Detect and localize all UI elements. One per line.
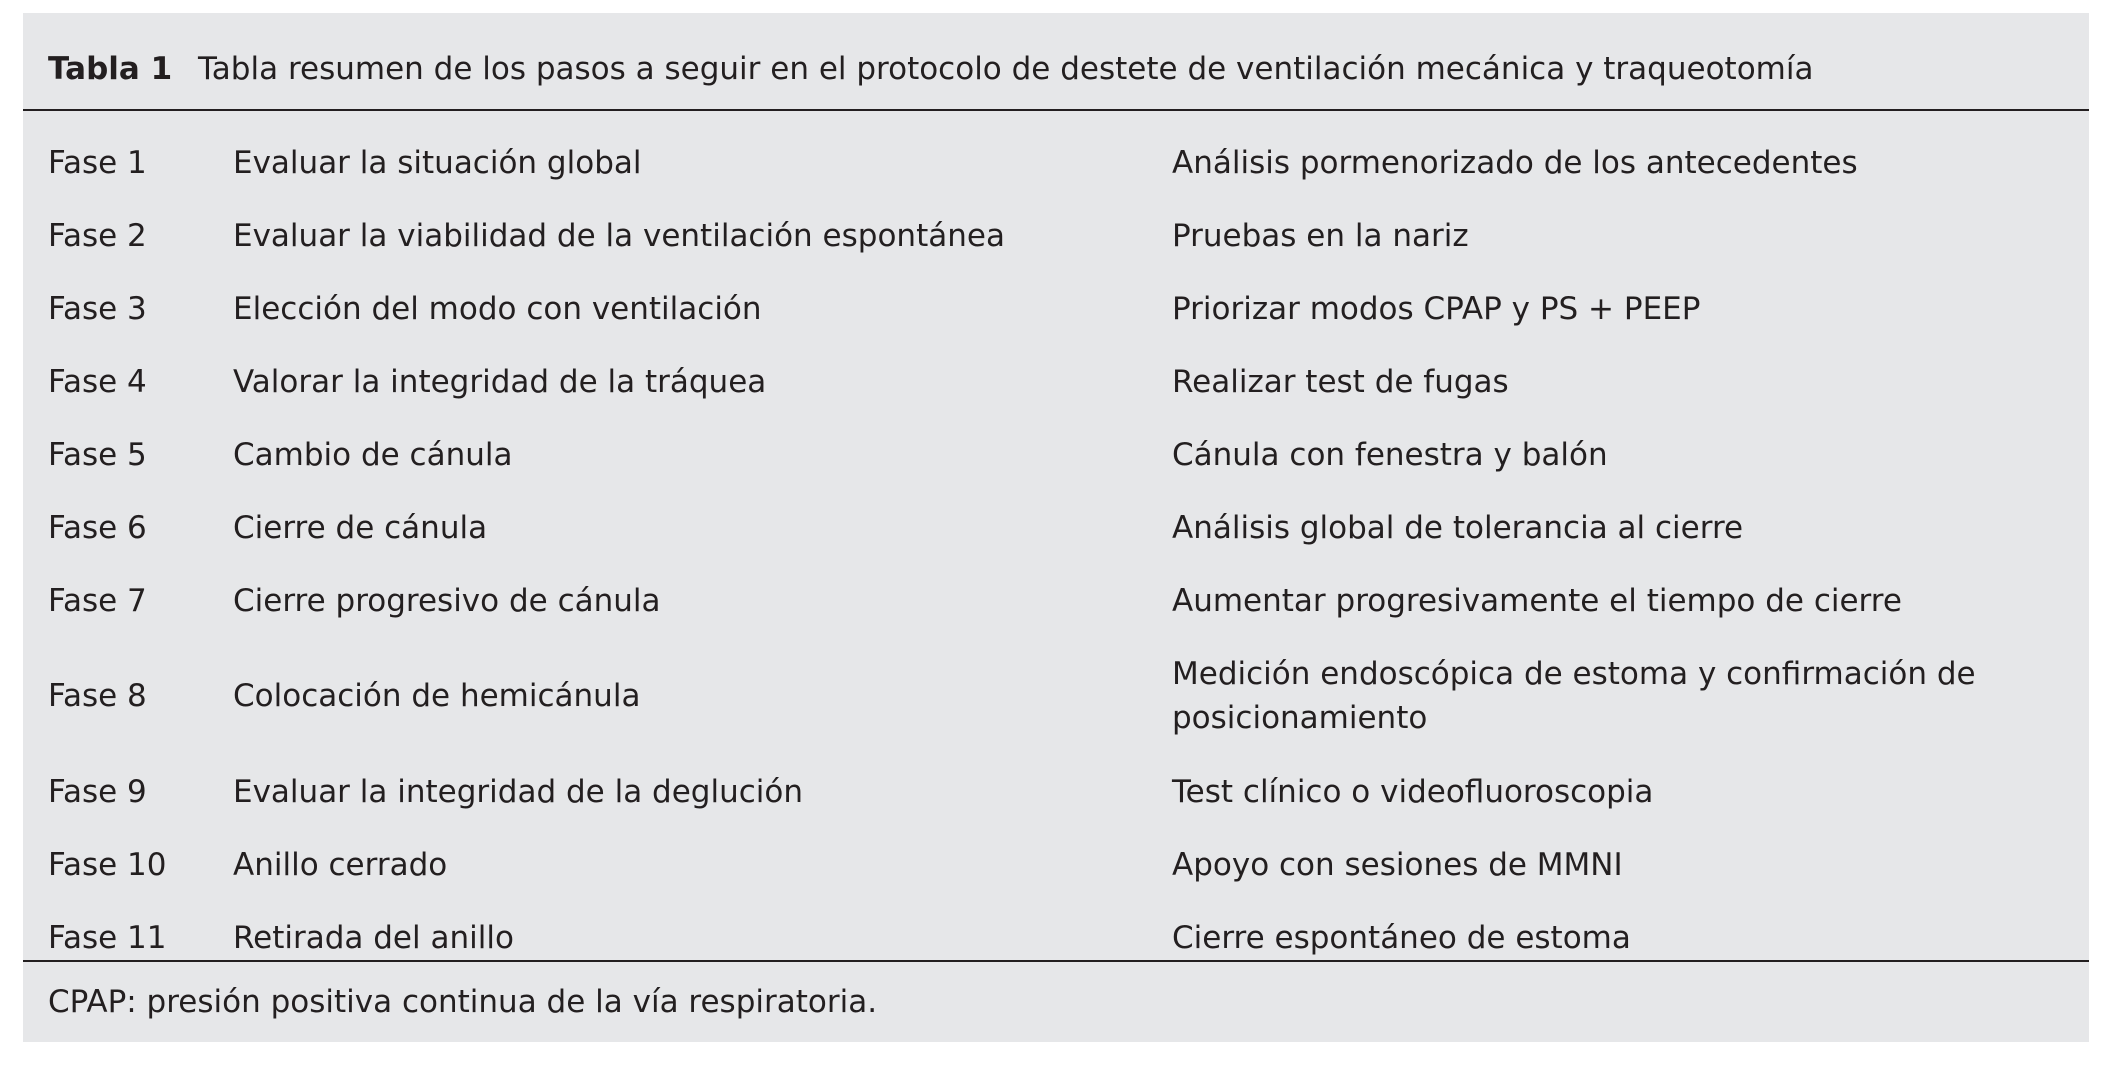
detail-cell: Análisis global de tolerancia al cierre [1172,509,1744,546]
table-row [23,828,2089,901]
detail-cell: Pruebas en la nariz [1172,217,1469,254]
detail-cell: Apoyo con sesiones de MMNI [1172,846,1623,883]
step-cell: Colocación de hemicánula [233,678,641,714]
phase-cell: Fase 9 [48,773,147,810]
phase-cell: Fase 3 [48,290,147,327]
phase-cell: Fase 5 [48,436,147,473]
phase-cell: Fase 1 [48,144,147,181]
phase-cell: Fase 4 [48,363,147,400]
table-row [23,418,2089,491]
detail-cell: Priorizar modos CPAP y PS + PEEP [1172,290,1701,327]
table-label: Tabla 1 [48,51,173,87]
phase-cell: Fase 7 [48,582,147,619]
detail-cell: Cierre espontáneo de estoma [1172,919,1631,956]
table-body [23,126,2089,974]
table-caption [48,49,1813,89]
step-cell: Evaluar la situación global [233,144,642,181]
table-row [23,637,2089,755]
table-row [23,491,2089,564]
table-row [23,199,2089,272]
table-row [23,901,2089,974]
detail-cell: Aumentar progresivamente el tiempo de cierre [1172,582,1902,619]
phase-cell: Fase 10 [48,846,167,883]
table-row [23,755,2089,828]
bottom-rule [23,960,2089,962]
detail-cell: Cánula con fenestra y balón [1172,436,1608,473]
phase-cell: Fase 8 [48,678,147,714]
phase-cell: Fase 2 [48,217,147,254]
step-cell: Evaluar la integridad de la deglución [233,773,804,810]
table-footnote: CPAP: presión positiva continua de la vía respiratoria. [48,984,878,1020]
step-cell: Cambio de cánula [233,436,513,473]
detail-cell: Realizar test de fugas [1172,363,1509,400]
phase-cell: Fase 6 [48,509,147,546]
step-cell: Elección del modo con ventilación [233,290,762,327]
step-cell: Evaluar la viabilidad de la ventilación espontánea [233,217,1005,254]
table-row [23,126,2089,199]
table-row [23,272,2089,345]
detail-cell: Medición endoscópica de estoma y confirmación de posicionamiento [1172,656,1976,736]
table-container [23,13,2089,1042]
step-cell: Retirada del anillo [233,919,514,956]
detail-cell: Test clínico o videofluoroscopia [1172,773,1654,810]
top-rule [23,109,2089,111]
phase-cell: Fase 11 [48,919,167,956]
detail-cell: Análisis pormenorizado de los antecedentes [1172,144,1858,181]
step-cell: Anillo cerrado [233,846,448,883]
table-row [23,345,2089,418]
table-row [23,564,2089,637]
step-cell: Valorar la integridad de la tráquea [233,363,767,400]
step-cell: Cierre progresivo de cánula [233,582,661,619]
table-title: Tabla resumen de los pasos a seguir en el protocolo de destete de ventilación mecánica y traqueotomía [198,51,1814,87]
step-cell: Cierre de cánula [233,509,488,546]
